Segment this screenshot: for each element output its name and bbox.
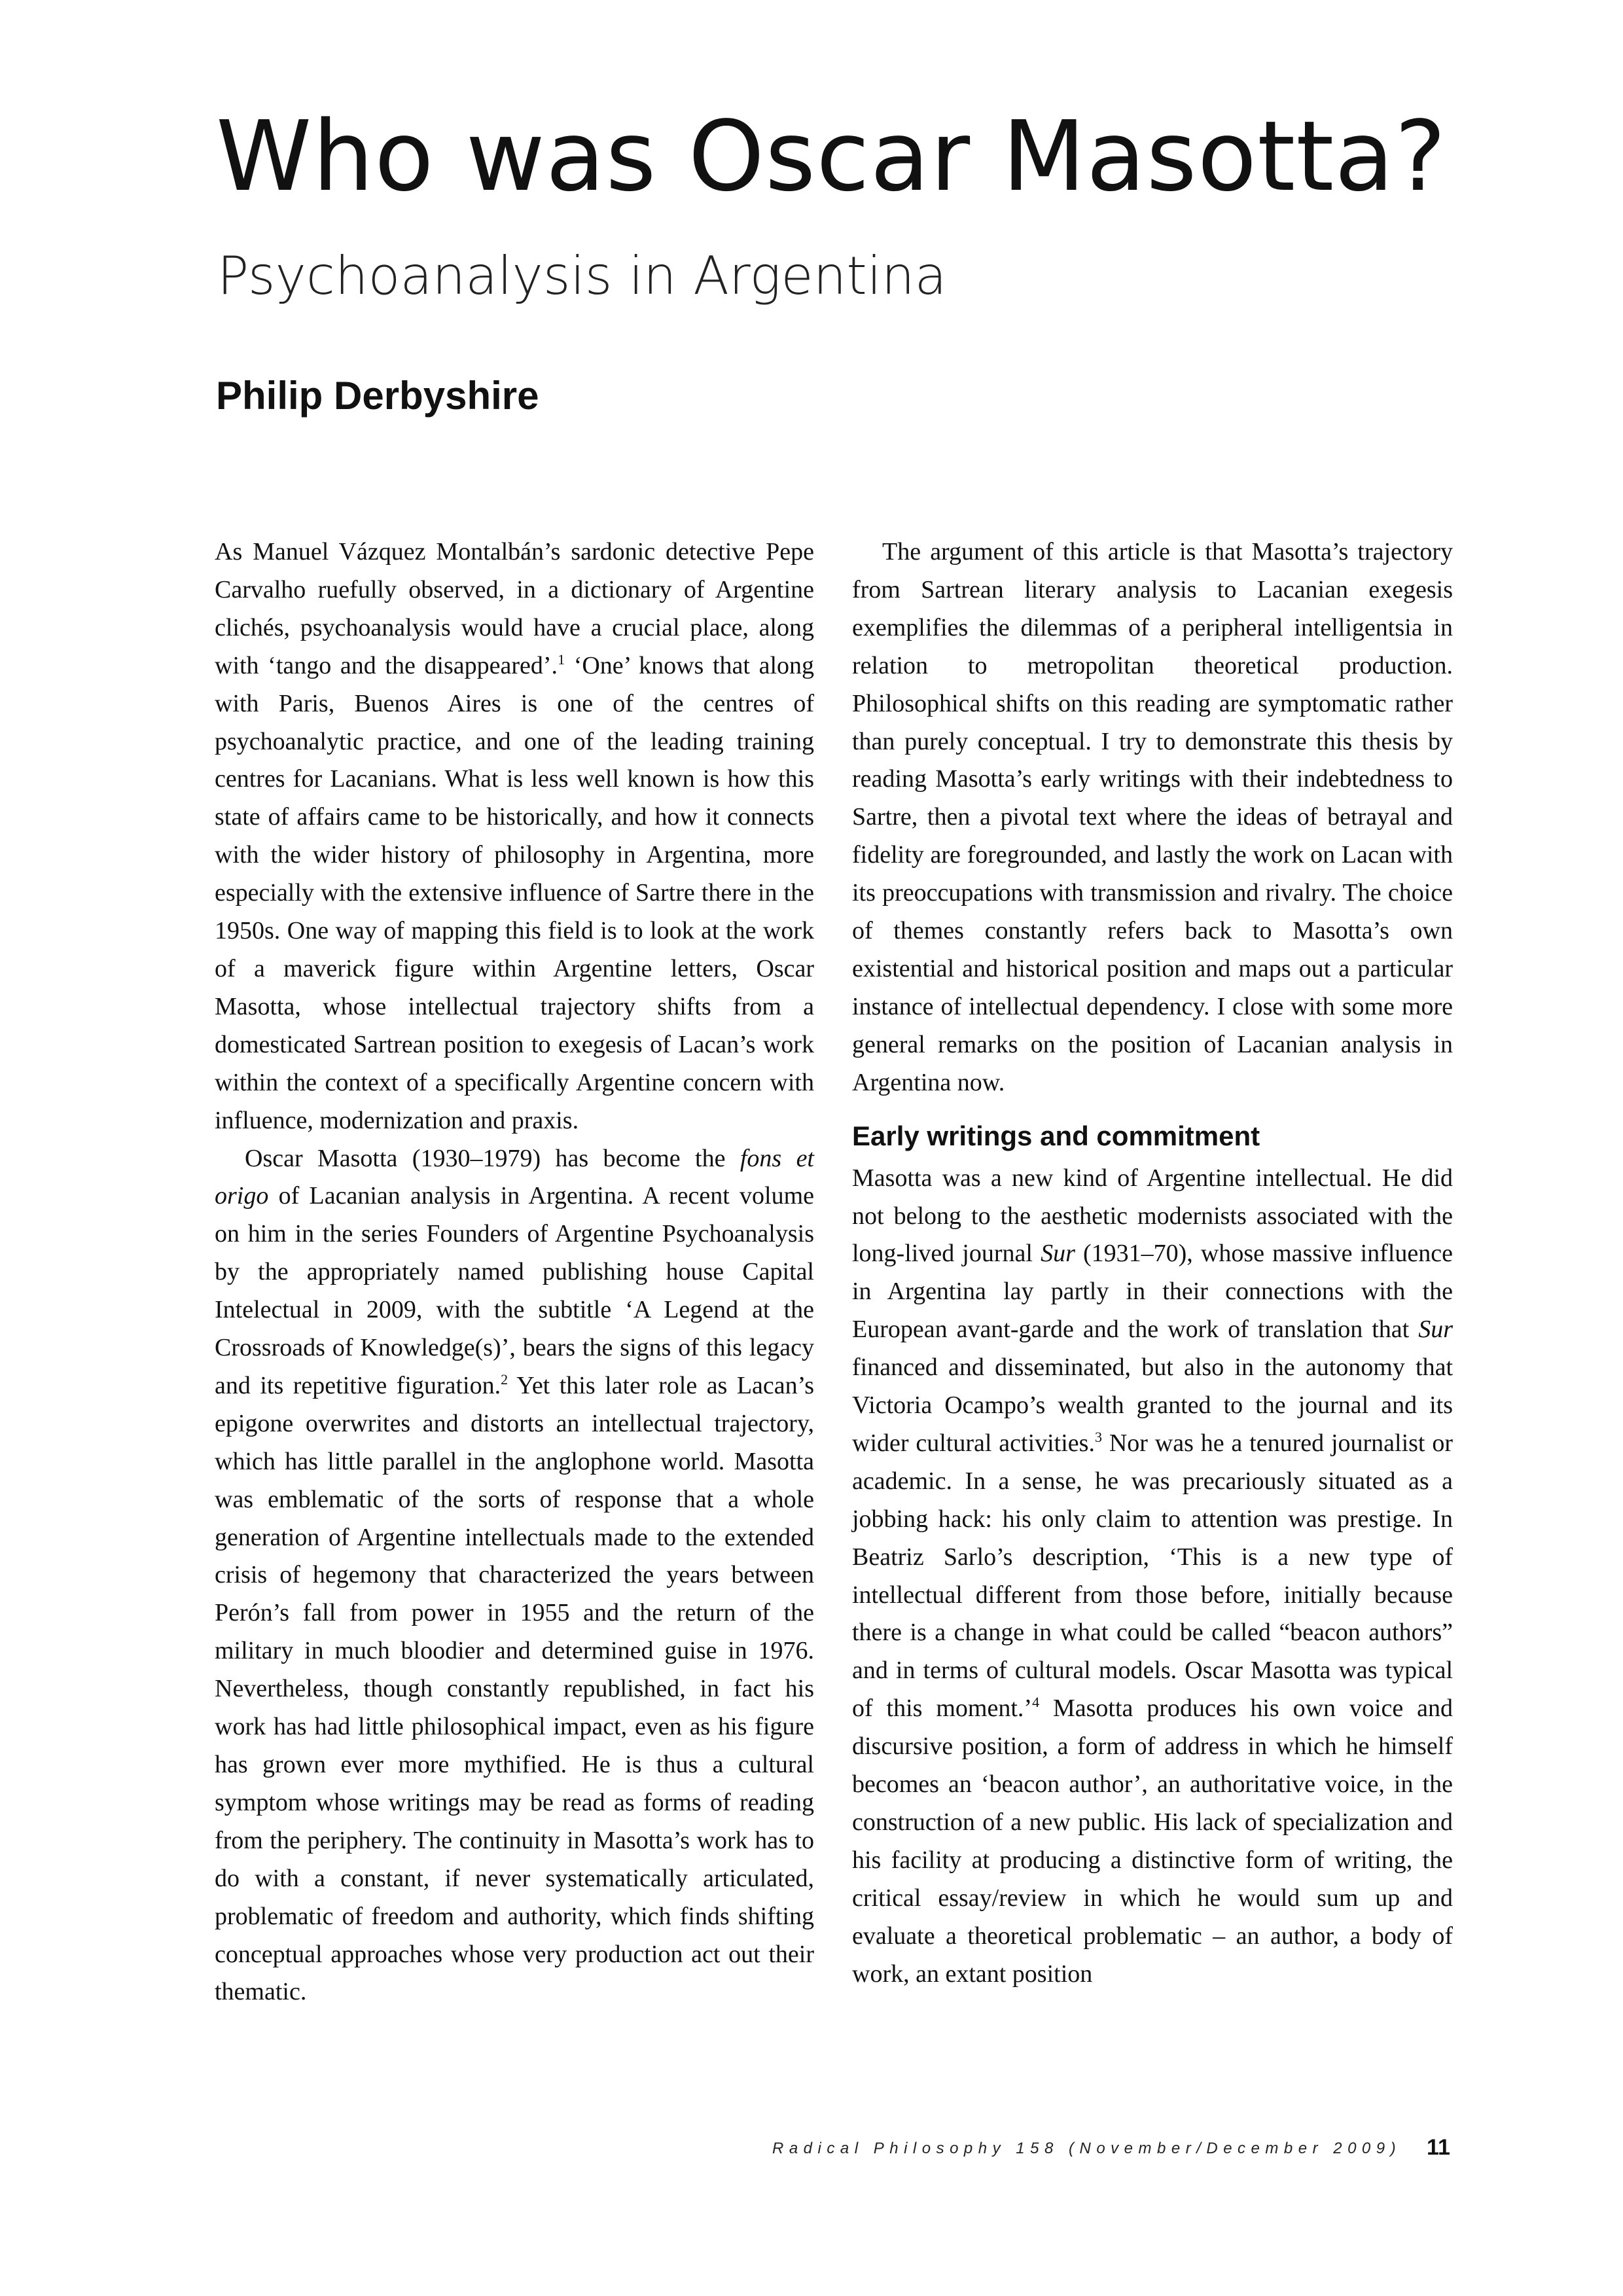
text-run: Yet this later role as Lacan’s epigone overwrites and distorts an intellectual trajectory, which has little parallel in the anglophone world. Masotta was emblematic of the sorts of response that a whole generation of Argentine intellectuals made to the extended crisis of hegemony that characterized the years between Perón’s fall from power in 1955 and the return of the military in much bloodier and determined guise in 1976. Nevertheless, though constantly republished, in fact his work has had little philosophical impact, even as his figure has grown ever more mythified. He is thus a cultural symptom whose writings may be read as forms of reading from the periphery. The continuity in Masotta’s work has to do with a constant, if never systematically articulated, problematic of freedom and authority, which finds shifting conceptual approaches whose very production act out their thematic.: [215, 1371, 814, 2006]
text-run: of Lacanian analysis in Argentina. A recent volume on him in the series Founders of Argentine Psychoanalysis by the appropriately named publishing house Capital Intelectual in 2009, with the subtitle ‘A Legend at the Crossroads of Knowledge(s)’, bears the signs of this legacy and its repetitive figuration.: [215, 1182, 814, 1399]
right-paragraph-1: The argument of this article is that Masotta’s trajectory from Sartrean literary analysis to Lacanian exegesis exemplifies the dilemmas of a peripheral intelligentsia in relation to metropolitan theoretical production. Philosophical shifts on this reading are symptomatic rather than purely conceptual. I try to demonstrate this thesis by reading Masotta’s early writings with their indebtedness to Sartre, then a pivotal text where the ideas of betrayal and fidelity are foregrounded, and lastly the work on Lacan with its preoccupations with transmission and rivalry. The choice of themes constantly refers back to Masotta’s own existential and historical position and maps out a particular instance of intellectual dependency. I close with some more general remarks on the position of Lacanian analysis in Argentina now.: [852, 538, 1453, 1096]
footnote-ref-4[interactable]: 4: [1032, 1694, 1040, 1711]
text-run: Masotta produces his own voice and discursive position, a form of address in which he himself becomes an ‘beacon author’, an authoritative voice, in the construction of a new public. His lack of specialization and his facility at producing a distinctive form of writing, the critical essay/review in which he would sum up and evaluate a theoretical problematic – an author, a body of work, an extant position: [852, 1695, 1453, 1988]
left-paragraph-2: [215, 1140, 814, 2012]
article-title: Who was Oscar Masotta?: [216, 100, 1447, 213]
left-column: [215, 533, 814, 2011]
footnote-ref-2[interactable]: 2: [501, 1371, 508, 1388]
footnote-ref-3[interactable]: 3: [1094, 1428, 1102, 1445]
right-column: [852, 533, 1453, 1994]
right-paragraph-2: [852, 1160, 1453, 1994]
text-run: As Manuel Vázquez Montalbán’s sardonic detective Pepe Carvalho ruefully observed, in a dictionary of Argentine clichés, psychoanalysis would have a crucial place, along with ‘tango and the disappeared’.: [215, 538, 814, 679]
italic-phrase: fons et origo: [215, 1144, 814, 1210]
italic-journal-name: Sur: [1418, 1316, 1453, 1344]
footer-journal-citation: Radical Philosophy 158 (November/December 2009): [772, 2140, 1402, 2157]
text-run: ‘One’ knows that along with Paris, Buenos Aires is one of the centres of psychoanalytic practice, and one of the leading training centres for Lacanians. What is less well known is how this state of affairs came to be historically, and how it connects with the wider history of philosophy in Argentina, more especially with the extensive influence of Sartre there in the 1950s. One way of mapping this field is to look at the work of a maverick figure within Argentine letters, Oscar Masotta, whose intellectual trajectory shifts from a domesticated Sartrean position to exegesis of Lacan’s work within the context of a specifically Argentine concern with influence, modernization and praxis.: [215, 651, 815, 1134]
article-author: Philip Derbyshire: [216, 374, 539, 418]
left-paragraph-1: [215, 533, 814, 1140]
italic-journal-name: Sur: [1041, 1240, 1075, 1268]
text-run: Oscar Masotta (1930–1979) has become the: [245, 1144, 740, 1172]
section-heading: Early writings and commitment: [852, 1120, 1260, 1151]
text-run: (1931–70), whose massive influence in Argentina lay partly in their connections with the European avant-garde and the work of translation that: [852, 1240, 1453, 1344]
text-run: financed and disseminated, but also in the autonomy that Victoria Ocampo’s wealth granted to the journal and its wider cultural activities.: [852, 1354, 1453, 1457]
text-run: Nor was he a tenured journalist or academic. In a sense, he was precariously situated as a jobbing hack: his only claim to attention was prestige. In Beatriz Sarlo’s description, ‘This is a new type of intellectual different from those before, initially because there is a change in what could be called “beacon authors” and in terms of cultural models. Oscar Masotta was typical of this moment.’: [852, 1429, 1453, 1723]
article-subtitle: Psychoanalysis in Argentina: [217, 245, 947, 306]
text-run: Masotta was a new kind of Argentine intellectual. He did not belong to the aesthetic modernists associated with the long-lived journal: [852, 1164, 1453, 1268]
page-number: 11: [1427, 2135, 1450, 2160]
footnote-ref-1[interactable]: 1: [558, 651, 565, 668]
